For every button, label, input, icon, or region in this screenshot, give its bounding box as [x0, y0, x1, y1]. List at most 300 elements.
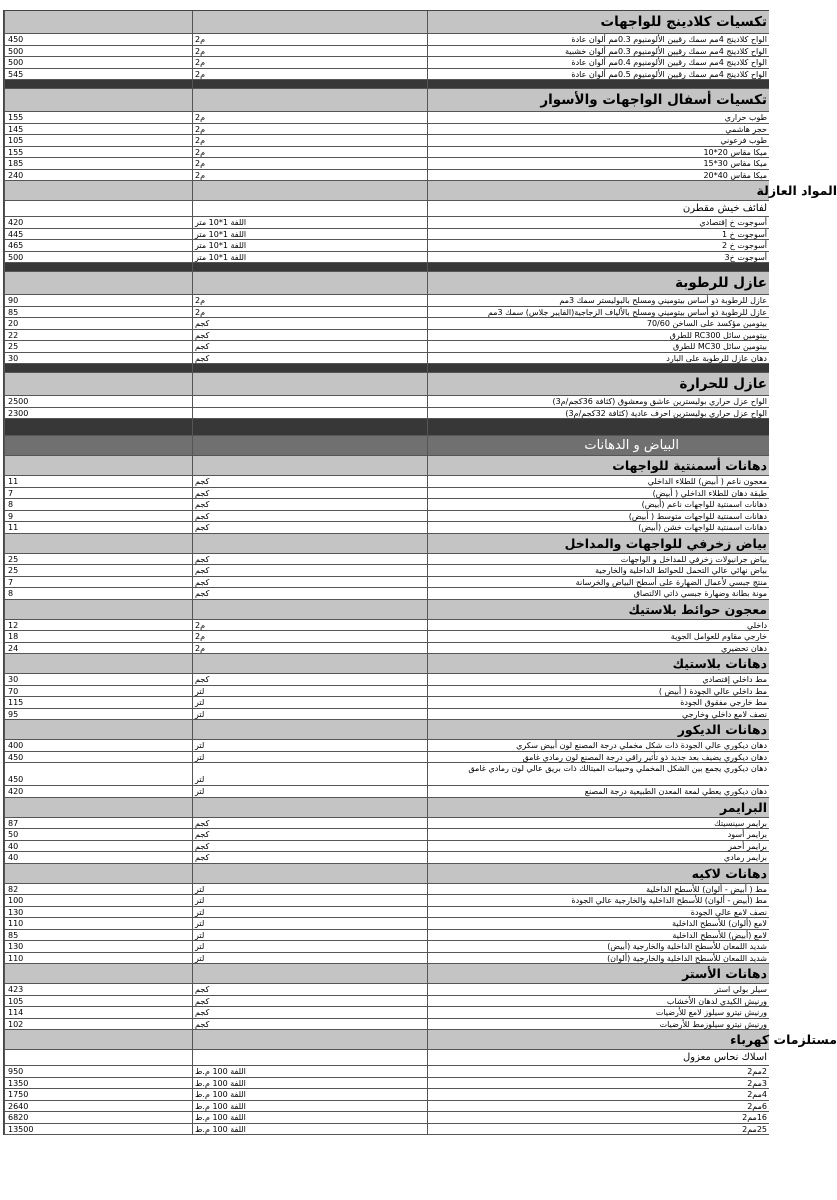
- item-unit: كجم: [192, 818, 427, 829]
- item-description: الواح عزل حراري بوليسترين احرف عادية (كثافة 32كجم/م3): [427, 408, 769, 419]
- divider-cell: [427, 419, 769, 435]
- item-price: 130: [4, 907, 192, 918]
- item-unit: كجم: [192, 476, 427, 487]
- item-unit: كجم: [192, 674, 427, 685]
- item-unit: اللفة 100 م.ط: [192, 1101, 427, 1112]
- table-row: [4, 1089, 769, 1101]
- item-description: بيتومين سائل RC300 للطرق: [427, 330, 769, 341]
- header-cell: [192, 11, 427, 33]
- table-row: [4, 577, 769, 589]
- table-row: [4, 852, 769, 864]
- table-row: [4, 330, 769, 342]
- item-description: ميكا مقاس 30*15: [427, 158, 769, 169]
- section-header: [4, 89, 769, 112]
- item-price: 30: [4, 353, 192, 364]
- table-row: [4, 158, 769, 170]
- item-price: 7: [4, 577, 192, 588]
- item-unit: لتر: [192, 686, 427, 697]
- table-row: [4, 786, 769, 798]
- item-description: طوب فرعوني: [427, 135, 769, 146]
- item-unit: اللفة 100 م.ط: [192, 1066, 427, 1077]
- item-price: 110: [4, 953, 192, 964]
- header-cell: [192, 964, 427, 983]
- table-row: [4, 588, 769, 600]
- header-cell: [4, 600, 192, 619]
- item-description: برايمر سينسيتك: [427, 818, 769, 829]
- item-price: 90: [4, 295, 192, 306]
- table-row: [4, 476, 769, 488]
- table-row: [4, 763, 769, 786]
- item-description: 16مم2: [427, 1112, 769, 1123]
- table-row: [4, 229, 769, 241]
- item-description: لامع (ألوان) للأسطح الداخلية: [427, 918, 769, 929]
- item-price: 11: [4, 476, 192, 487]
- header-cell: [4, 534, 192, 553]
- header-cell: [192, 456, 427, 475]
- header-cell: [192, 600, 427, 619]
- header-cell: [4, 11, 192, 33]
- header-cell: [4, 720, 192, 739]
- table-row: [4, 1112, 769, 1124]
- item-price: 450: [4, 752, 192, 763]
- item-price: 50: [4, 829, 192, 840]
- item-price: 2500: [4, 396, 192, 407]
- item-description: 3مم2: [427, 1078, 769, 1089]
- item-unit: اللفة 100 م.ط: [192, 1089, 427, 1100]
- item-price: 7: [4, 488, 192, 499]
- table-row: [4, 1019, 769, 1031]
- table-row: [4, 631, 769, 643]
- item-description: دهان ديكوري يعطي لمعة المعدن الطبيعية درجة المصنع: [427, 786, 769, 797]
- section-header: [4, 864, 769, 884]
- item-unit: م2: [192, 69, 427, 80]
- item-unit: كجم: [192, 353, 427, 364]
- section-header: [4, 272, 769, 295]
- item-unit: كجم: [192, 577, 427, 588]
- divider-cell: [4, 263, 192, 271]
- item-description: مط خارجي مفقوق الجودة: [427, 697, 769, 708]
- header-cell: [192, 373, 427, 395]
- item-description: حجر هاشمي: [427, 124, 769, 135]
- section-header: [4, 964, 769, 984]
- item-description: الواح عزل حراري بوليسترين عاشق ومعشوق (كثافة 36كجم/م3): [427, 396, 769, 407]
- table-row: [4, 522, 769, 534]
- section-header: [4, 11, 769, 34]
- item-description: لفائف خيش مقطرن: [427, 201, 769, 216]
- item-price: 8: [4, 588, 192, 599]
- item-price: 114: [4, 1007, 192, 1018]
- section-title: تكسيات كلادينج للواجهات: [427, 11, 769, 33]
- item-description: نصف لامع عالي الجودة: [427, 907, 769, 918]
- item-unit: م2: [192, 295, 427, 306]
- item-unit: كجم: [192, 996, 427, 1007]
- item-unit: لتر: [192, 895, 427, 906]
- item-price: 2640: [4, 1101, 192, 1112]
- section-title: معجون حوائط بلاستيك: [427, 600, 769, 619]
- section-title: عازل للحرارة: [427, 373, 769, 395]
- item-price: 12: [4, 620, 192, 631]
- item-unit: م2: [192, 158, 427, 169]
- table-row: [4, 1101, 769, 1113]
- divider-cell: [192, 80, 427, 88]
- header-cell: [4, 798, 192, 817]
- item-unit: [192, 201, 427, 216]
- item-price: 40: [4, 841, 192, 852]
- table-row: [4, 1007, 769, 1019]
- header-cell: [192, 720, 427, 739]
- section-title: تكسيات أسفال الواجهات والأسوار: [427, 89, 769, 111]
- item-price: 450: [4, 34, 192, 45]
- item-price: 465: [4, 240, 192, 251]
- table-row: [4, 953, 769, 965]
- table-row: [4, 930, 769, 942]
- item-price: 400: [4, 740, 192, 751]
- item-description: ميكا مقاس 40*20: [427, 170, 769, 181]
- item-description: الواح كلادينج 4مم سمك رقيين الألومنيوم 0.4مم ألوان عادة: [427, 57, 769, 68]
- section-header: [4, 720, 769, 740]
- header-cell: [192, 864, 427, 883]
- item-price: [4, 1050, 192, 1065]
- table-row: [4, 984, 769, 996]
- item-price: 20: [4, 318, 192, 329]
- item-price: 22: [4, 330, 192, 341]
- section-title: عازل للرطوبة: [427, 272, 769, 294]
- price-sheet: [3, 10, 837, 1135]
- divider-cell: [427, 263, 769, 271]
- table-row: [4, 740, 769, 752]
- item-description: طبقة دهان للطلاء الداخلي ( أبيض): [427, 488, 769, 499]
- table-row: [4, 941, 769, 953]
- banner-text: البياض و الدهانات: [584, 438, 679, 453]
- table-row: [4, 996, 769, 1008]
- item-unit: م2: [192, 631, 427, 642]
- item-unit: كجم: [192, 488, 427, 499]
- item-unit: كجم: [192, 984, 427, 995]
- table-row: [4, 511, 769, 523]
- header-cell: [192, 798, 427, 817]
- header-cell: [4, 864, 192, 883]
- section-header: [4, 373, 769, 396]
- item-description: مط ( أبيض - ألوان) للأسطح الداخلية: [427, 884, 769, 895]
- item-price: 102: [4, 1019, 192, 1030]
- item-price: 70: [4, 686, 192, 697]
- table-row: [4, 643, 769, 655]
- table-row: [4, 1124, 769, 1136]
- header-cell: [4, 456, 192, 475]
- subsection-header: [4, 201, 769, 217]
- header-cell: [192, 89, 427, 111]
- table-row: [4, 895, 769, 907]
- table-row: [4, 752, 769, 764]
- item-price: 2300: [4, 408, 192, 419]
- header-cell: [192, 534, 427, 553]
- item-unit: لتر: [192, 786, 427, 797]
- item-unit: كجم: [192, 554, 427, 565]
- item-price: 950: [4, 1066, 192, 1077]
- table-row: [4, 907, 769, 919]
- item-unit: م2: [192, 135, 427, 146]
- item-unit: لتر: [192, 697, 427, 708]
- item-price: 145: [4, 124, 192, 135]
- section-divider: [4, 263, 769, 272]
- item-price: 9: [4, 511, 192, 522]
- divider-cell: [427, 80, 769, 88]
- section-title-text: مستلزمات كهرباء: [730, 1032, 837, 1047]
- table-row: [4, 147, 769, 159]
- item-unit: [192, 396, 427, 407]
- section-banner: [4, 436, 769, 456]
- item-unit: لتر: [192, 918, 427, 929]
- item-unit: م2: [192, 170, 427, 181]
- item-price: 13500: [4, 1124, 192, 1135]
- item-unit: كجم: [192, 522, 427, 533]
- table-row: [4, 709, 769, 721]
- item-unit: م2: [192, 124, 427, 135]
- section-header: [4, 654, 769, 674]
- item-description: دهان ديكوري عالي الجودة ذات شكل مخملي درجة المصنع لون أبيض سكري: [427, 740, 769, 751]
- item-unit: لتر: [192, 953, 427, 964]
- item-unit: اللفة 100 م.ط: [192, 1112, 427, 1123]
- section-title: [427, 181, 837, 200]
- item-unit: كجم: [192, 565, 427, 576]
- item-price: 105: [4, 135, 192, 146]
- section-divider: [4, 419, 769, 436]
- item-description: بيتومين مؤكسد على الساخن 70/60: [427, 318, 769, 329]
- table-row: [4, 57, 769, 69]
- item-unit: كجم: [192, 341, 427, 352]
- item-unit: اللفة 100 م.ط: [192, 1078, 427, 1089]
- section-title: دهانات بلاستيك: [427, 654, 769, 673]
- item-price: 500: [4, 57, 192, 68]
- item-description: ورنيش نيترو سيلوز لامع للأرضيات: [427, 1007, 769, 1018]
- table-row: [4, 318, 769, 330]
- item-unit: كجم: [192, 841, 427, 852]
- table-row: [4, 554, 769, 566]
- table-row: [4, 112, 769, 124]
- header-cell: [192, 272, 427, 294]
- banner-cell: [4, 436, 192, 455]
- item-description: ورنيش نيترو سيلوزمط للأرضيات: [427, 1019, 769, 1030]
- item-price: [4, 201, 192, 216]
- item-price: 25: [4, 554, 192, 565]
- item-price: 420: [4, 786, 192, 797]
- item-description: 2مم2: [427, 1066, 769, 1077]
- item-description: دهان ديكوري يجمع بين الشكل المخملي وحبيبات الميتالك ذات بريق عالي لون رمادي غامق: [427, 763, 769, 785]
- section-title: دهانات الأستر: [427, 964, 769, 983]
- section-title: البرايمر: [427, 798, 769, 817]
- item-price: 450: [4, 763, 192, 785]
- item-unit: لتر: [192, 907, 427, 918]
- item-description: دهان تحضيري: [427, 643, 769, 654]
- item-unit: لتر: [192, 709, 427, 720]
- header-cell: [4, 964, 192, 983]
- item-description: دهان ديكوري يضيف بعد جديد ذو تأثير راقي درجة المصنع لون رمادي غامق: [427, 752, 769, 763]
- item-description: أسوجوت خ3: [427, 252, 769, 263]
- item-unit: م2: [192, 57, 427, 68]
- item-description: دهانات اسمنتية للواجهات ناعم (أبيض): [427, 499, 769, 510]
- item-price: 85: [4, 930, 192, 941]
- item-description: عازل للرطوبة ذو أساس بيتوميني ومسلح بالألياف الزجاجية(الفايبر جلاس) سمك 3مم: [427, 307, 769, 318]
- item-unit: كجم: [192, 318, 427, 329]
- item-price: 18: [4, 631, 192, 642]
- item-price: 11: [4, 522, 192, 533]
- section-header: [4, 181, 837, 201]
- item-unit: كجم: [192, 499, 427, 510]
- table-row: [4, 918, 769, 930]
- item-unit: اللفة 1*10 متر: [192, 240, 427, 251]
- divider-cell: [192, 263, 427, 271]
- item-description: لامع (أبيض) للأسطح الداخلية: [427, 930, 769, 941]
- item-unit: كجم: [192, 511, 427, 522]
- item-unit: م2: [192, 112, 427, 123]
- item-description: ميكا مقاس 20*10: [427, 147, 769, 158]
- table-row: [4, 295, 769, 307]
- item-unit: كجم: [192, 852, 427, 863]
- table-row: [4, 307, 769, 319]
- item-unit: اللفة 1*10 متر: [192, 229, 427, 240]
- item-description: عازل للرطوبة ذو أساس بيتوميني ومسلح بالبوليستر سمك 3مم: [427, 295, 769, 306]
- item-price: 500: [4, 46, 192, 57]
- item-price: 25: [4, 565, 192, 576]
- item-unit: كجم: [192, 1019, 427, 1030]
- subsection-header: [4, 1050, 769, 1066]
- item-description: بيتومين سائل MC30 للطرق: [427, 341, 769, 352]
- item-description: اسلاك نحاس معزول: [427, 1050, 769, 1065]
- item-description: بياض جرانيولات زخرفي للمداخل و الواجهات: [427, 554, 769, 565]
- item-price: 95: [4, 709, 192, 720]
- item-unit: لتر: [192, 884, 427, 895]
- item-price: 8: [4, 499, 192, 510]
- item-description: خارجي مقاوم للعوامل الجوية: [427, 631, 769, 642]
- item-unit: اللفة 100 م.ط: [192, 1124, 427, 1135]
- table-row: [4, 252, 769, 264]
- section-title: [427, 1030, 837, 1049]
- item-unit: لتر: [192, 752, 427, 763]
- item-description: الواح كلادينج 4مم سمك رقيين الألومنيوم 0.5مم ألوان عادة: [427, 69, 769, 80]
- section-header: [4, 456, 769, 476]
- item-description: مط داخلي إقتصادي: [427, 674, 769, 685]
- header-cell: [192, 654, 427, 673]
- table-row: [4, 124, 769, 136]
- item-price: 420: [4, 217, 192, 228]
- item-description: الواح كلادينج 4مم سمك رقيين الألومنيوم 0.3مم ألوان عادة: [427, 34, 769, 45]
- item-unit: كجم: [192, 588, 427, 599]
- item-unit: م2: [192, 147, 427, 158]
- item-price: 85: [4, 307, 192, 318]
- item-price: 445: [4, 229, 192, 240]
- header-cell: [4, 654, 192, 673]
- header-cell: [4, 373, 192, 395]
- item-description: دهان عازل للرطوبة على البارد: [427, 353, 769, 364]
- table-row: [4, 1078, 769, 1090]
- item-unit: م2: [192, 620, 427, 631]
- item-description: 25مم2: [427, 1124, 769, 1135]
- item-unit: م2: [192, 643, 427, 654]
- item-description: 4مم2: [427, 1089, 769, 1100]
- item-price: 105: [4, 996, 192, 1007]
- item-price: 115: [4, 697, 192, 708]
- table-row: [4, 674, 769, 686]
- divider-cell: [192, 364, 427, 372]
- divider-cell: [4, 364, 192, 372]
- item-description: ورنيش الكيدي لدهان الأخشاب: [427, 996, 769, 1007]
- table-row: [4, 396, 769, 408]
- divider-cell: [4, 419, 192, 435]
- header-cell: [4, 272, 192, 294]
- table-row: [4, 488, 769, 500]
- item-description: شديد اللمعان للأسطح الداخلية والخارجية (أبيض): [427, 941, 769, 952]
- item-description: برايمر أسود: [427, 829, 769, 840]
- table-row: [4, 135, 769, 147]
- item-description: نصف لامع داخلي وخارجي: [427, 709, 769, 720]
- item-unit: م2: [192, 46, 427, 57]
- table-row: [4, 499, 769, 511]
- table-row: [4, 170, 769, 182]
- table-row: [4, 1066, 769, 1078]
- item-description: دهانات اسمنتية للواجهات خشن (أبيض): [427, 522, 769, 533]
- item-description: برايمر رمادي: [427, 852, 769, 863]
- section-divider: [4, 364, 769, 373]
- divider-cell: [427, 364, 769, 372]
- header-cell: [192, 1030, 427, 1049]
- table-row: [4, 217, 769, 229]
- item-unit: كجم: [192, 1007, 427, 1018]
- divider-cell: [4, 80, 192, 88]
- section-header: [4, 600, 769, 620]
- table-row: [4, 46, 769, 58]
- item-unit: لتر: [192, 930, 427, 941]
- table-row: [4, 841, 769, 853]
- section-header: [4, 798, 769, 818]
- item-price: 500: [4, 252, 192, 263]
- table-row: [4, 240, 769, 252]
- item-description: 6مم2: [427, 1101, 769, 1112]
- item-unit: اللفة 1*10 متر: [192, 217, 427, 228]
- item-price: 423: [4, 984, 192, 995]
- item-unit: اللفة 1*10 متر: [192, 252, 427, 263]
- item-description: مط (أبيض - ألوان) للأسطح الداخلية والخارجية عالي الجودة: [427, 895, 769, 906]
- item-unit: كجم: [192, 829, 427, 840]
- section-title: دهانات أسمنتية للواجهات: [427, 456, 769, 475]
- item-price: 1350: [4, 1078, 192, 1089]
- item-price: 82: [4, 884, 192, 895]
- section-header: [4, 1030, 837, 1050]
- item-unit: كجم: [192, 330, 427, 341]
- section-header: [4, 534, 769, 554]
- item-price: 130: [4, 941, 192, 952]
- item-price: 545: [4, 69, 192, 80]
- section-title: دهانات الديكور: [427, 720, 769, 739]
- item-price: 240: [4, 170, 192, 181]
- divider-cell: [192, 419, 427, 435]
- item-price: 87: [4, 818, 192, 829]
- table-row: [4, 829, 769, 841]
- table-row: [4, 686, 769, 698]
- item-description: منتج جبسي لأعمال الضهارة على أسطح البياض والخرسانة: [427, 577, 769, 588]
- item-description: أسوجوت خ 2: [427, 240, 769, 251]
- item-unit: م2: [192, 34, 427, 45]
- section-title: بياض زخرفي للواجهات والمداخل: [427, 534, 769, 553]
- table-row: [4, 34, 769, 46]
- item-price: 1750: [4, 1089, 192, 1100]
- banner-title: [427, 436, 769, 455]
- item-price: 155: [4, 147, 192, 158]
- item-description: طوب حراري: [427, 112, 769, 123]
- item-description: أسوجوت خ إقتصادي: [427, 217, 769, 228]
- section-title: دهانات لاكيه: [427, 864, 769, 883]
- header-cell: [4, 181, 192, 200]
- item-description: برايمر أحمر: [427, 841, 769, 852]
